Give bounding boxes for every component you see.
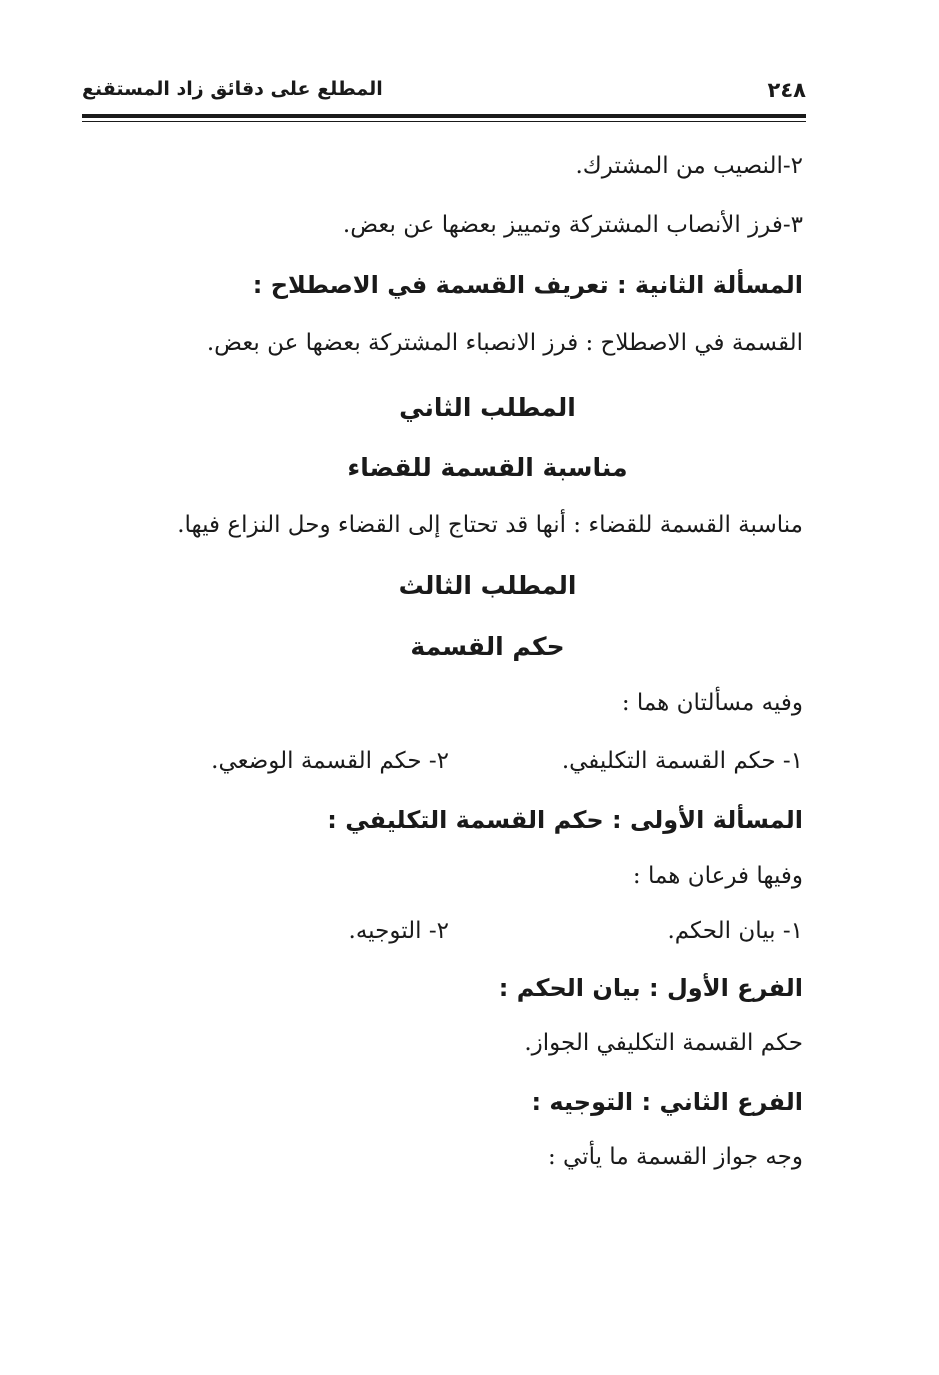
branch-2-text: وجه جواز القسمة ما يأتي : bbox=[547, 1144, 803, 1170]
running-title: المطلع على دقائق زاد المستقنع bbox=[82, 78, 383, 100]
section-3-item-1: ١- حكم القسمة التكليفي. bbox=[561, 748, 803, 774]
page-number: ٢٤٨ bbox=[767, 78, 806, 102]
branch-1-text: حكم القسمة التكليفي الجواز. bbox=[524, 1030, 803, 1056]
page-header bbox=[82, 72, 806, 112]
issue-1-heading: المسألة الأولى : حكم القسمة التكليفي : bbox=[327, 806, 803, 834]
section-3-subtitle: حكم القسمة bbox=[410, 632, 565, 661]
header-rule-thin bbox=[82, 121, 806, 122]
section-2-title: المطلب الثاني bbox=[399, 393, 576, 422]
section-3-item-2: ٢- حكم القسمة الوضعي. bbox=[211, 748, 449, 774]
list-item-2: ٢-النصيب من المشترك. bbox=[575, 153, 803, 179]
section-2-text: مناسبة القسمة للقضاء : أنها قد تحتاج إلى القضاء وحل النزاع فيها. bbox=[177, 512, 803, 538]
section-3-title: المطلب الثالث bbox=[398, 571, 577, 600]
list-item-3: ٣-فرز الأنصاب المشتركة وتمييز بعضها عن بعض. bbox=[342, 212, 803, 238]
branch-1-heading: الفرع الأول : بيان الحكم : bbox=[498, 974, 803, 1002]
issue-1-item-2: ٢- التوجيه. bbox=[348, 918, 449, 944]
branch-2-heading: الفرع الثاني : التوجيه : bbox=[531, 1088, 803, 1116]
issue-1-item-1: ١- بيان الحكم. bbox=[667, 918, 803, 944]
issue-1-intro: وفيها فرعان هما : bbox=[632, 863, 803, 889]
header-rule-thick bbox=[82, 114, 806, 118]
section-2-subtitle: مناسبة القسمة للقضاء bbox=[347, 453, 628, 482]
section-3-intro: وفيه مسألتان هما : bbox=[621, 690, 803, 716]
issue-2-heading: المسألة الثانية : تعريف القسمة في الاصطلاح : bbox=[252, 271, 803, 299]
issue-2-text: القسمة في الاصطلاح : فرز الانصباء المشتركة بعضها عن بعض. bbox=[206, 330, 803, 356]
